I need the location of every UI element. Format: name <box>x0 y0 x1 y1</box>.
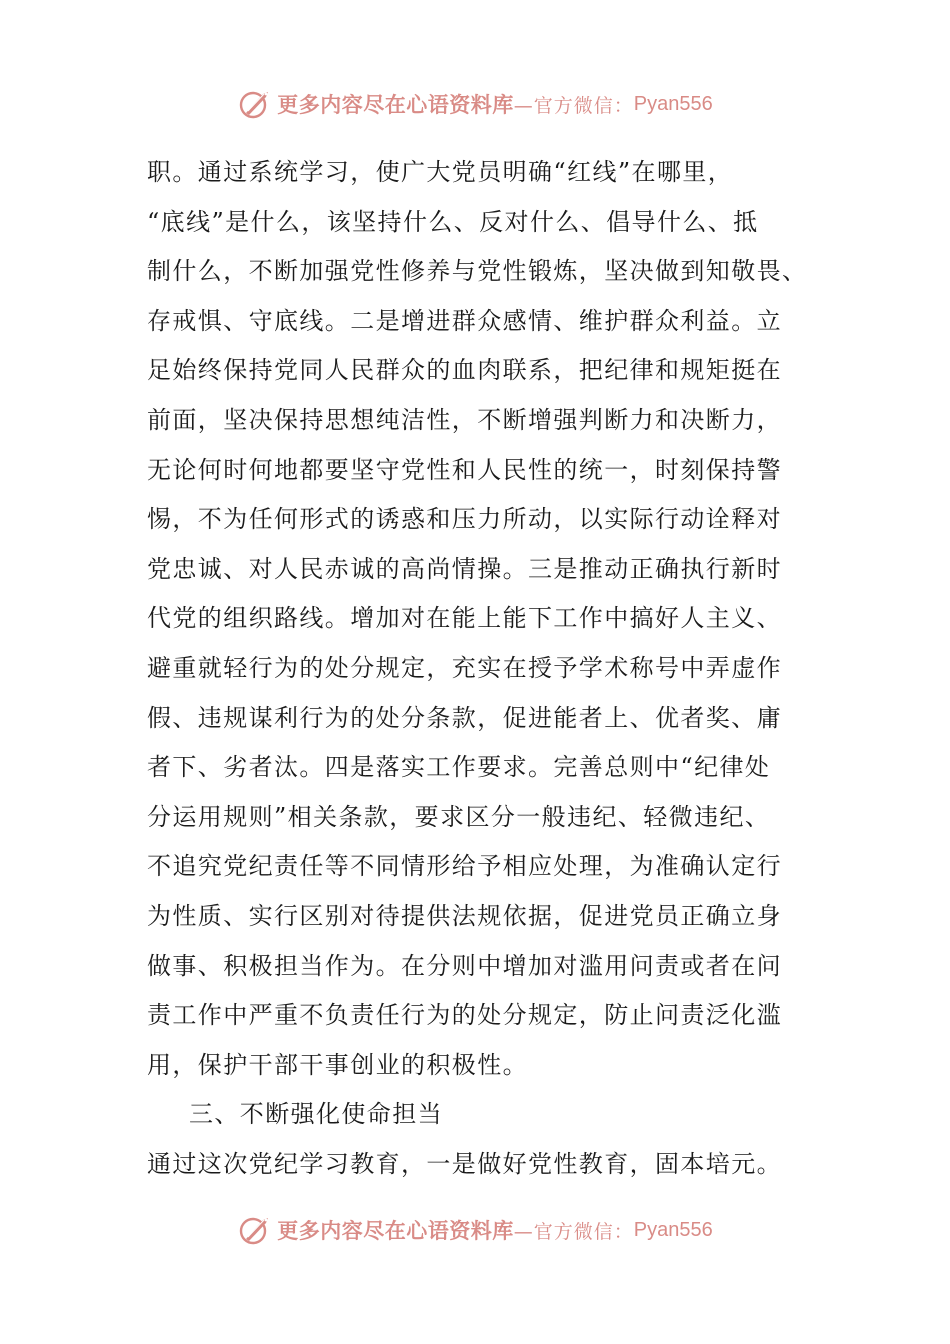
header-banner <box>0 84 950 124</box>
body-line: 存戒惧、守底线。二是增进群众感情、维护群众利益。立 <box>147 306 782 335</box>
section-heading: 三、不断强化使命担当 <box>189 1100 443 1129</box>
wechat-label: —官方微信： <box>513 1220 634 1243</box>
body-line: 惕，不为任何形式的诱惑和压力所动，以实际行动诠释对 <box>147 505 782 534</box>
body-line: 足始终保持党同人民群众的血肉联系，把纪律和规矩挺在 <box>147 356 782 385</box>
body-line: 为性质、实行区别对待提供法规依据，促进党员正确立身 <box>147 901 782 930</box>
pen-nib-circle-icon <box>237 1212 273 1248</box>
body-line: 制什么，不断加强党性修养与党性锻炼，坚决做到知敬畏、 <box>147 257 808 286</box>
body-line: 避重就轻行为的处分规定，充实在授予学术称号中弄虚作 <box>147 653 782 682</box>
wechat-id: Pyan556 <box>633 1218 713 1241</box>
body-line: 用，保护干部干事创业的积极性。 <box>147 1050 528 1079</box>
footer-banner <box>0 1210 950 1250</box>
wechat-label: —官方微信： <box>513 94 634 117</box>
body-line: 假、违规谋利行为的处分条款，促进能者上、优者奖、庸 <box>147 703 782 732</box>
body-line: 不追究党纪责任等不同情形给予相应处理，为准确认定行 <box>147 852 782 881</box>
body-line: 前面，坚决保持思想纯洁性，不断增强判断力和决断力， <box>147 405 782 434</box>
body-line: 做事、积极担当作为。在分则中增加对滥用问责或者在问 <box>147 951 782 980</box>
body-line: 党忠诚、对人民赤诚的高尚情操。三是推动正确执行新时 <box>147 554 782 583</box>
body-line: 职。通过系统学习，使广大党员明确“红线”在哪里， <box>147 158 734 186</box>
body-line: 责工作中严重不负责任行为的处分规定，防止问责泛化滥 <box>147 1001 782 1030</box>
brand-name: 更多内容尽在心语资料库 <box>277 1218 514 1243</box>
brand-name: 更多内容尽在心语资料库 <box>277 92 514 117</box>
body-line: 分运用规则”相关条款，要求区分一般违纪、轻微违纪、 <box>147 802 771 831</box>
body-line: 代党的组织路线。增加对在能上能下工作中搞好人主义、 <box>147 604 782 633</box>
body-line: “底线”是什么，该坚持什么、反对什么、倡导什么、抵 <box>147 207 759 236</box>
closing-line: 通过这次党纪学习教育，一是做好党性教育，固本培元。 <box>147 1149 782 1178</box>
wechat-id: Pyan556 <box>633 92 713 115</box>
pen-nib-circle-icon <box>237 86 273 122</box>
body-line: 无论何时何地都要坚守党性和人民性的统一，时刻保持警 <box>147 455 782 484</box>
body-line: 者下、劣者汰。四是落实工作要求。完善总则中“纪律处 <box>147 753 771 782</box>
document-body <box>147 148 807 1189</box>
